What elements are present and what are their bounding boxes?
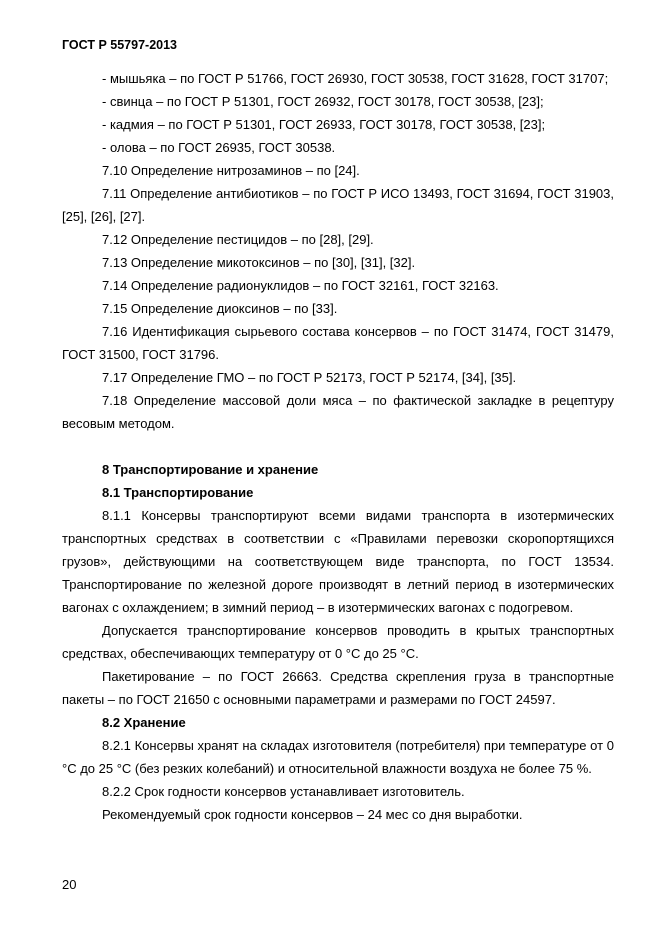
clause-7-16: 7.16 Идентификация сырьевого состава консервов – по ГОСТ 31474, ГОСТ 31479, ГОСТ 31500, ГОСТ 31796. <box>62 324 614 362</box>
paragraph-packaging: Пакетирование – по ГОСТ 26663. Средства скрепления груза в транспортные пакеты – по ГОСТ 21650 с основными параметрами и размерами по ГОСТ 24597. <box>62 669 614 707</box>
clause-8-2-1: 8.2.1 Консервы хранят на складах изготовителя (потребителя) при температуре от 0 °С до 25 °С (без резких колебаний) и относительной влажности воздуха не более 75 %. <box>62 738 614 776</box>
clause-7-14: 7.14 Определение радионуклидов – по ГОСТ 32161, ГОСТ 32163. <box>102 278 499 293</box>
list-item-tin: - олова – по ГОСТ 26935, ГОСТ 30538. <box>102 140 336 155</box>
list-item-arsenic: - мышьяка – по ГОСТ Р 51766, ГОСТ 26930, ГОСТ 30538, ГОСТ 31628, ГОСТ 31707; <box>102 71 609 86</box>
document-header: ГОСТ Р 55797-2013 <box>62 38 178 52</box>
document-body <box>62 67 614 826</box>
page-number: 20 <box>62 877 77 892</box>
list-item-cadmium: - кадмия – по ГОСТ Р 51301, ГОСТ 26933, ГОСТ 30178, ГОСТ 30538, [23]; <box>102 117 546 132</box>
clause-7-13: 7.13 Определение микотоксинов – по [30], [31], [32]. <box>102 255 416 270</box>
clause-7-17: 7.17 Определение ГМО – по ГОСТ Р 52173, ГОСТ Р 52174, [34], [35]. <box>102 370 517 385</box>
subsection-8-2-heading: 8.2 Хранение <box>102 715 186 730</box>
paragraph-shelf-life: Рекомендуемый срок годности консервов – 24 мес со дня выработки. <box>102 807 523 822</box>
clause-7-15: 7.15 Определение диоксинов – по [33]. <box>102 301 338 316</box>
clause-7-10: 7.10 Определение нитрозаминов – по [24]. <box>102 163 360 178</box>
clause-8-2-2: 8.2.2 Срок годности консервов устанавливает изготовитель. <box>102 784 465 799</box>
subsection-8-1-heading: 8.1 Транспортирование <box>102 485 254 500</box>
section-8-heading: 8 Транспортирование и хранение <box>102 462 319 477</box>
clause-7-11: 7.11 Определение антибиотиков – по ГОСТ Р ИСО 13493, ГОСТ 31694, ГОСТ 31903, [25], [26], [27]. <box>62 186 614 224</box>
list-item-lead: - свинца – по ГОСТ Р 51301, ГОСТ 26932, ГОСТ 30178, ГОСТ 30538, [23]; <box>102 94 544 109</box>
clause-7-12: 7.12 Определение пестицидов – по [28], [29]. <box>102 232 374 247</box>
paragraph-covered-transport: Допускается транспортирование консервов проводить в крытых транспортных средствах, обеспечивающих температуру от 0 °С до 25 °С. <box>62 623 614 661</box>
clause-8-1-1: 8.1.1 Консервы транспортируют всеми видами транспорта в изотермических транспортных средствах в соответствии с «Правилами перевозки скоропортящихся грузов», действующими на соответствующем виде транспорта, по ГОСТ 13534. Транспортирование по железной дороге производят в летний период в изотермических вагонах с охлаждением; в зимний период – в изотермических вагонах с подогревом. <box>62 508 614 615</box>
clause-7-18: 7.18 Определение массовой доли мяса – по фактической закладке в рецептуру весовым методом. <box>62 393 614 431</box>
